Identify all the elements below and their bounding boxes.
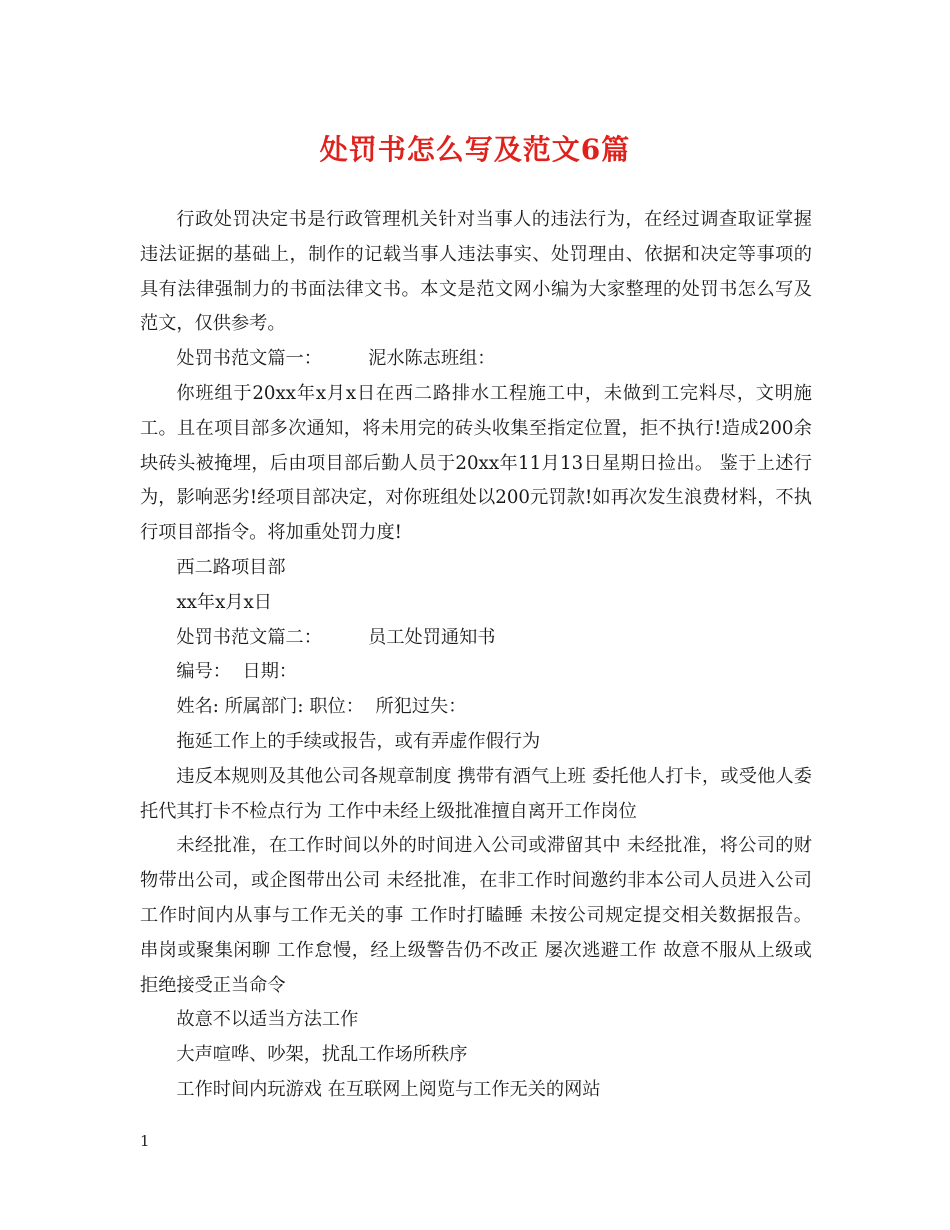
paragraph-offense-3: 未经批准，在工作时间以外的时间进入公司或滞留其中 未经批准，将公司的财物带出公司，或企图带出公司 未经批准，在非工作时间邀约非本公司人员进入公司 工作时间内从事与工作无关的事 工作时打瞌睡 未按公司规定提交相关数据报告。 串岗或聚集闲聊 工作怠慢，经上级警告仍不改正 屡次逃避工作 故意不服从上级或拒绝接受正当命令	[140, 835, 818, 996]
paragraph-sample-one-heading: 处罚书范文篇一： 泥水陈志班组：	[176, 348, 496, 370]
paragraph-number-date: 编号： 日期：	[176, 661, 298, 683]
paragraph-signature-date: xx年x月x日	[176, 591, 272, 613]
document-title: 处罚书怎么写及范文6篇	[319, 133, 631, 166]
paragraph-offense-1: 拖延工作上的手续或报告，或有弄虚作假行为	[176, 730, 541, 752]
paragraph-offense-6: 工作时间内玩游戏 在互联网上阅览与工作无关的网站	[176, 1078, 601, 1100]
paragraph-offense-2: 违反本规则及其他公司各规章制度 携带有酒气上班 委托他人打卡，或受他人委托代其打卡不检点行为 工作中未经上级批准擅自离开工作岗位	[140, 765, 812, 822]
paragraph-sample-two-heading: 处罚书范文篇二： 员工处罚通知书	[176, 626, 496, 648]
paragraph-signature-org: 西二路项目部	[176, 556, 286, 578]
page-number: 1	[140, 1132, 150, 1150]
paragraph-intro: 行政处罚决定书是行政管理机关针对当事人的违法行为，在经过调查取证掌握违法证据的基础上，制作的记载当事人违法事实、处罚理由、依据和决定等事项的具有法律强制力的书面法律文书。本文是范文网小编为大家整理的处罚书怎么写及范文，仅供参考。	[140, 209, 812, 335]
paragraph-offense-4: 故意不以适当方法工作	[176, 1009, 359, 1031]
paragraph-sample-one-body: 你班组于20xx年x月x日在西二路排水工程施工中，未做到工完料尽，文明施工。且在项目部多次通知，将未用完的砖头收集至指定位置，拒不执行!造成200余块砖头被掩埋，后由项目部后勤人员于20xx年11月13日星期日捡出。 鉴于上述行为，影响恶劣!经项目部决定，对你班组处以200元罚款!如再次发生浪费材料，不执行项目部指令。将加重处罚力度!	[140, 382, 812, 544]
document-body	[140, 203, 818, 1108]
paragraph-offense-5: 大声喧哗、吵架，扰乱工作场所秩序	[176, 1044, 468, 1066]
paragraph-name-fields: 姓名: 所属部门: 职位： 所犯过失：	[176, 696, 467, 718]
